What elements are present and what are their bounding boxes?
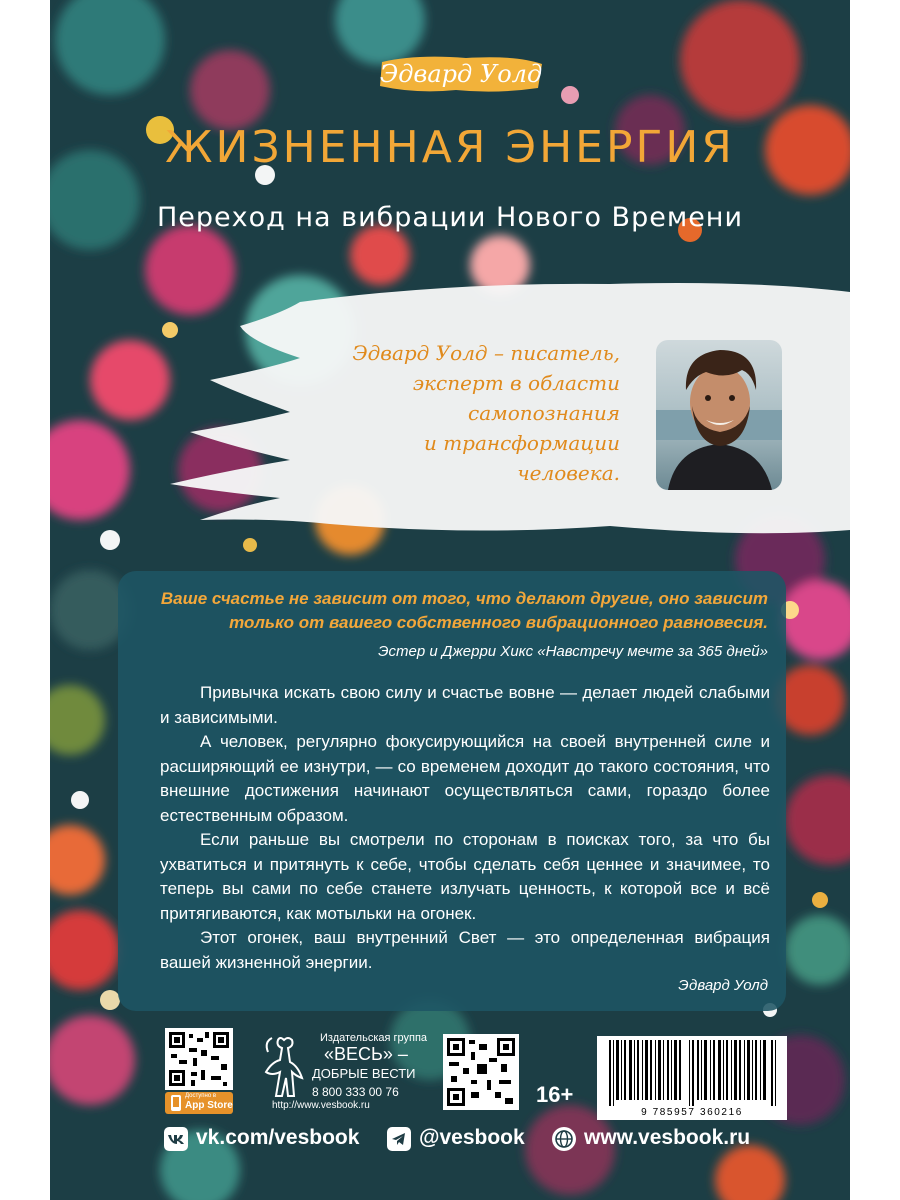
paragraph: А человек, регулярно фокусирующийся на своей внутренней силе и расширяющий ее изнутри, — со временем доходит до такого состояния, что внешние достижения начинают осуществляться сами, гораздо более естественным образом. bbox=[160, 732, 770, 825]
annotation-signature: Эдвард Уолд bbox=[678, 977, 768, 994]
isbn-barcode bbox=[597, 1036, 787, 1120]
app-store-badge[interactable]: Доступно в App Store bbox=[165, 1092, 233, 1114]
telegram-link[interactable]: @vesbook bbox=[387, 1124, 537, 1154]
vk-link[interactable]: vk.com/vesbook bbox=[164, 1124, 364, 1154]
age-rating: 16+ bbox=[536, 1082, 574, 1107]
book-subtitle: Переход на вибрации Нового Времени bbox=[156, 202, 744, 233]
barcode-bars bbox=[597, 1036, 787, 1108]
phone-icon bbox=[169, 1095, 183, 1111]
globe-icon bbox=[552, 1127, 576, 1151]
website-link[interactable]: www.vesbook.ru bbox=[552, 1124, 772, 1154]
site-qr-code[interactable] bbox=[443, 1034, 519, 1110]
paragraph: Если раньше вы смотрели по сторонам в поисках того, за что бы ухватиться и притянуть к себе, чтобы сделать себя ценнее и значимее, то теперь вы сами по себе станете излучать ценность, к которой все и всё притягиваются, как мотыльки на огонек. bbox=[160, 830, 770, 923]
author-name-tag bbox=[376, 52, 546, 96]
annotation-panel bbox=[118, 571, 786, 1011]
angel-figure-icon bbox=[262, 1032, 306, 1102]
telegram-icon bbox=[387, 1127, 411, 1151]
app-qr-code[interactable] bbox=[165, 1028, 233, 1090]
author-name: Эдвард Уолд bbox=[379, 60, 543, 88]
epigraph-quote: Ваше счастье не зависит от того, что делают другие, оно зависит только от вашего собственного вибрационного равновесия. bbox=[160, 589, 768, 632]
paragraph: Этот огонек, ваш внутренний Свет — это определенная вибрация вашей жизненной энергии. bbox=[160, 928, 770, 972]
annotation-text bbox=[160, 681, 770, 975]
epigraph-source: Эстер и Джерри Хикс «Навстречу мечте за 365 дней» bbox=[378, 643, 768, 660]
book-title: ЖИЗНЕННАЯ ЭНЕРГИЯ bbox=[165, 122, 735, 173]
isbn-number: 9 785957 360216 bbox=[641, 1107, 743, 1118]
vk-icon bbox=[164, 1127, 188, 1151]
author-bio: Эдвард Уолд – писатель, эксперт в области самопознания и трансформации человека. bbox=[352, 341, 620, 485]
paragraph: Привычка искать свою силу и счастье вовне — делает людей слабыми и зависимыми. bbox=[160, 683, 770, 727]
author-photo bbox=[656, 340, 782, 490]
back-cover: Эдвард Уолд ЖИЗНЕННАЯ ЭНЕРГИЯ Переход на вибрации Нового Времени Эдвард Уолд – писатель, эксперт в области самопознания и трансформации человека. Ваше счастье не зависит от того, что делают другие, оно зависит только от вашего собственного вибрационного равновесия. Эстер и Джерри Хикс «Навстречу мечте за 365 дней» Привычка искать свою силу и счастье вовне — делает людей слабыми и зависимыми. А человек, регулярно фокусирующийся на своей внутренней силе и расширяющий ее изнутри, — со временем доходит до такого состояния, что внешние достижения начинают осуществляться сами, гораздо более естественным образом. Если раньше вы смотрели по сторонам в поисках того, за что бы ухватиться и притянуть к себе, чтобы сделать себя ценнее и значимее, то теперь вы сами по себе станете излучать ценность, к которой все и всё притягиваются, как мотыльки на огонек. Этот огонек, ваш внутренний Свет — это определенная вибрация вашей жизненной энергии. Эдвард Уолд Доступно в App Store Издательская группа «ВЕСЬ» – ДОБРЫЕ ВЕСТИ 8 800 333 00 76 http://www.vesbook.ru 16+ 9 785957 360216 vk.com/vesbook @vesbook www.vesbook.ru bbox=[50, 0, 850, 1200]
